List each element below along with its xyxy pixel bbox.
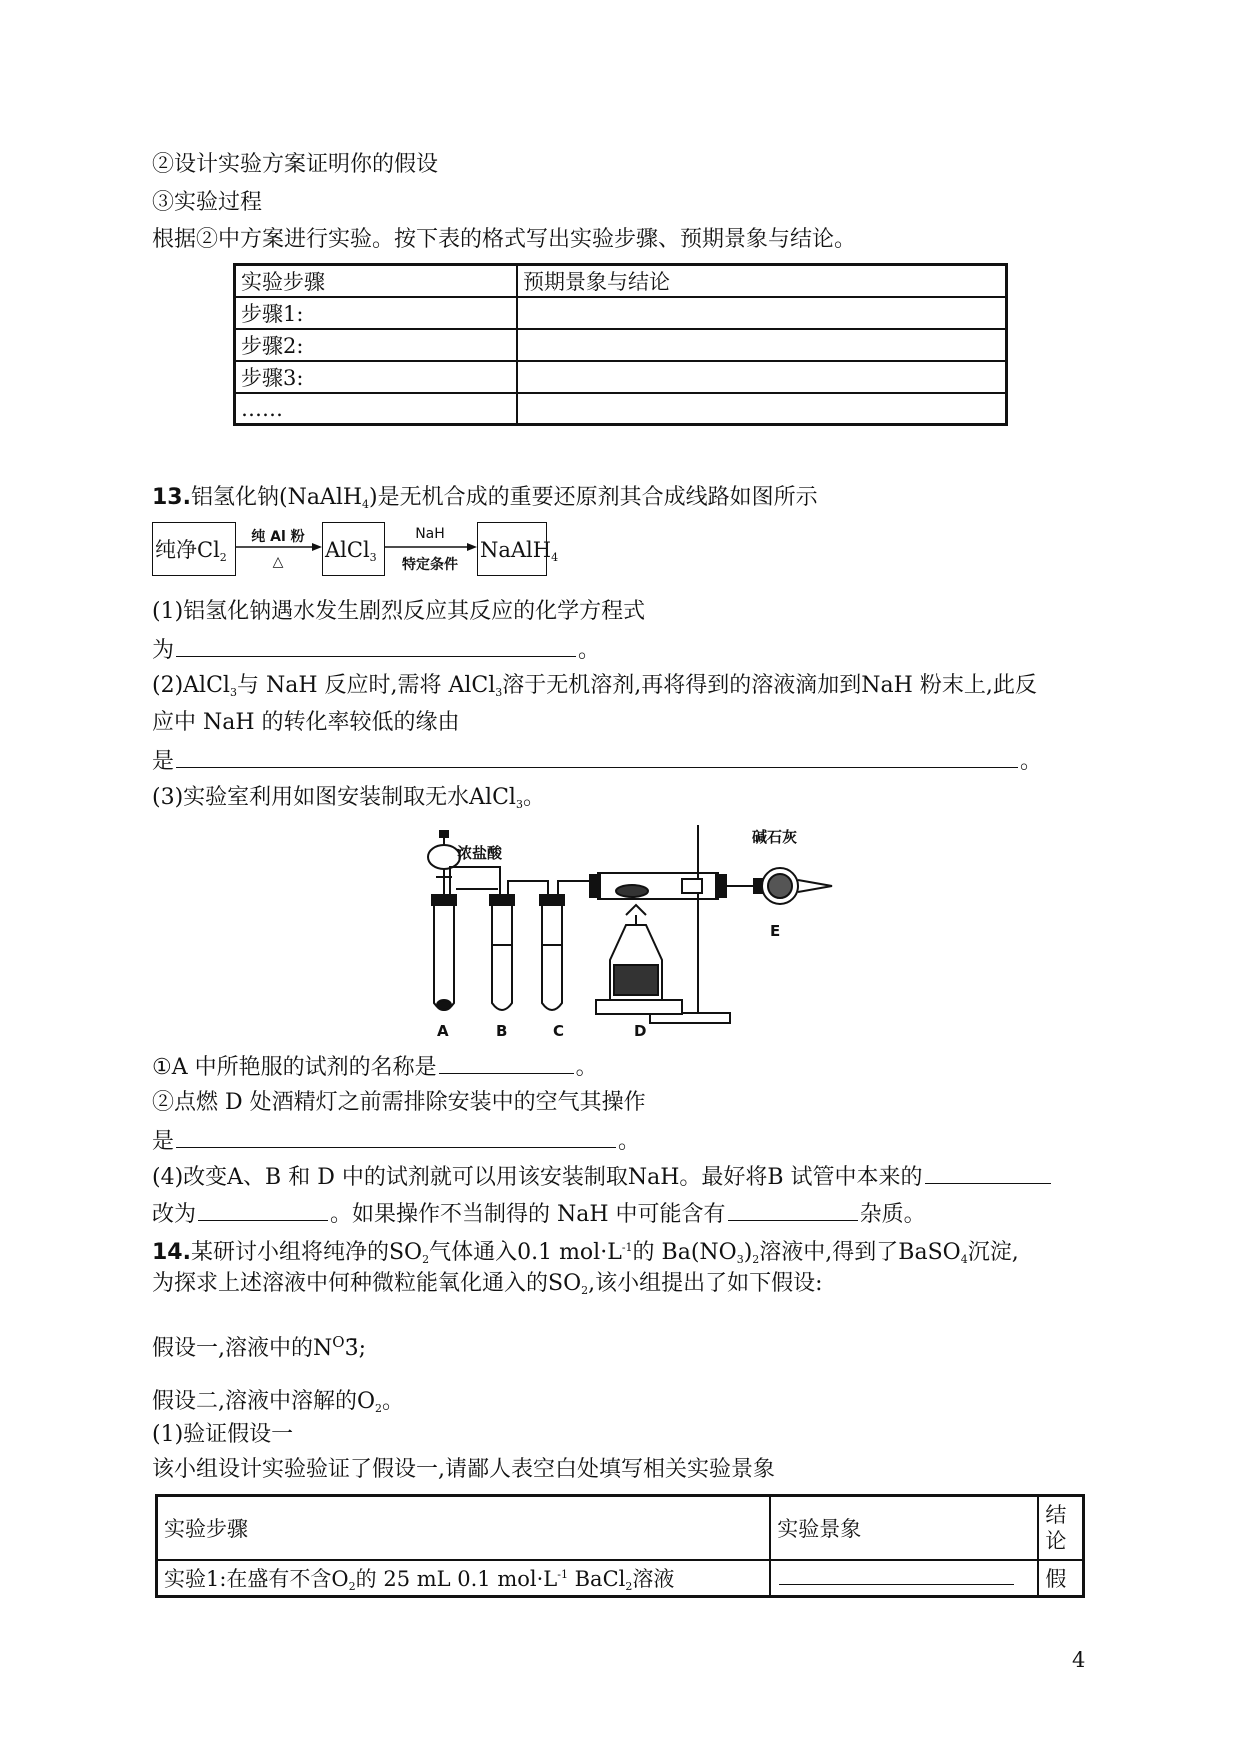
- text-line: (1)铝氢化钠遇水发生剧烈反应其反应的化学方程式: [152, 599, 646, 624]
- answer-blank[interactable]: [728, 1198, 858, 1221]
- text-line: 是 。: [152, 745, 1042, 777]
- table-cell: 实验1:在盛有不含$O_2$的 25 mL 0.1 $mol\cdot L^{-1}$ BaCl$_2$溶液: [157, 1560, 771, 1597]
- table-row: [235, 297, 1007, 329]
- text-line: 根据②中方案进行实验。按下表的格式写出实验步骤、预期景象与结论。: [152, 227, 857, 252]
- label-a: A: [437, 1022, 449, 1040]
- synthesis-route: [152, 522, 559, 578]
- route-arrow: [236, 542, 322, 552]
- answer-cell[interactable]: [517, 393, 1007, 425]
- table-header: 实验景象: [770, 1496, 1038, 1561]
- table-header: 预期景象与结论: [517, 265, 1007, 298]
- table-row: [157, 1496, 1084, 1561]
- table-row: [235, 265, 1007, 298]
- answer-cell[interactable]: [517, 329, 1007, 361]
- answer-blank[interactable]: [176, 745, 1018, 768]
- route-box: AlCl$_3$: [322, 522, 385, 576]
- text-line: 为 。: [152, 634, 600, 666]
- text-line: ①A 中所艳服的试剂的名称是 。: [152, 1051, 598, 1083]
- answer-blank[interactable]: [176, 634, 576, 657]
- label-b: B: [496, 1022, 508, 1040]
- hypothesis-table: [155, 1494, 1085, 1598]
- table-cell: 步骤1:: [235, 297, 518, 329]
- page-number: 4: [1072, 1648, 1086, 1672]
- steps-table: [233, 263, 1008, 426]
- question-13-title: 13.铝氢化钠(NaAlH$_4$)是无机合成的重要还原剂其合成线路如图所示: [152, 485, 818, 511]
- table-cell: ……: [235, 393, 518, 425]
- table-cell: 步骤2:: [235, 329, 518, 361]
- text-line: 改为 。如果操作不当制得的 NaH 中可能含有 杂质。: [152, 1198, 926, 1230]
- route-box: 纯净$Cl_2$: [152, 522, 236, 576]
- text-line: (2)AlCl$_3$与 NaH 反应时,需将 AlCl$_3$溶于无机溶剂,再将得到的溶液滴加到NaH 粉末上,此反: [152, 673, 1037, 699]
- table-row: [235, 329, 1007, 361]
- answer-cell[interactable]: [770, 1560, 1038, 1597]
- text-line: ③实验过程: [152, 190, 263, 215]
- label-soda-lime: 碱石灰: [752, 828, 798, 846]
- text-line: ②点燃 D 处酒精灯之前需排除安装中的空气其操作: [152, 1090, 646, 1115]
- table-row: [235, 393, 1007, 425]
- table-header: 实验步骤: [157, 1496, 771, 1561]
- answer-blank[interactable]: [779, 1566, 1014, 1585]
- table-cell: 步骤3:: [235, 361, 518, 393]
- table-cell: 假: [1038, 1560, 1083, 1597]
- label-concentrated-hcl: 浓盐酸: [457, 844, 503, 862]
- text-line: 假设一,溶液中的$N^O3̄$;: [152, 1333, 366, 1361]
- question-number: 14.: [152, 1240, 191, 1265]
- question-number: 13.: [152, 485, 191, 510]
- route-condition: 纯 Al 粉: [251, 529, 305, 545]
- table-header: 结论: [1038, 1496, 1083, 1561]
- answer-cell[interactable]: [517, 361, 1007, 393]
- route-box: NaAlH$_4$: [477, 522, 547, 576]
- route-arrow: [385, 542, 477, 552]
- answer-blank[interactable]: [198, 1198, 328, 1221]
- route-condition: △: [272, 554, 284, 570]
- text-line: (1)验证假设一: [152, 1422, 294, 1447]
- question-14-title: 14.某研讨小组将纯净的$SO_2$气体通入0.1 $mol\cdot L^{-1}$的 $Ba(NO_3)_2$溶液中,得到了BaSO$_4$沉淀,: [152, 1240, 1019, 1266]
- table-header: 实验步骤: [235, 265, 518, 298]
- text-line: 该小组设计实验验证了假设一,请鄙人表空白处填写相关实验景象: [152, 1457, 775, 1482]
- label-d: D: [634, 1022, 647, 1040]
- route-condition: NaH: [415, 526, 445, 542]
- text-line: (4)改变A、B 和 D 中的试剂就可以用该安装制取NaH。最好将B 试管中本来的: [152, 1161, 1053, 1193]
- text-line: (3)实验室利用如图安装制取无水AlCl$_3$。: [152, 785, 545, 811]
- label-e: E: [770, 922, 781, 940]
- table-row: [157, 1560, 1084, 1597]
- text-line: 是 。: [152, 1125, 640, 1157]
- text-line: 为探求上述溶液中何种微粒能氧化通入的$SO_2$,该小组提出了如下假设:: [152, 1271, 823, 1297]
- table-row: [235, 361, 1007, 393]
- route-condition: 特定条件: [402, 557, 458, 573]
- answer-blank[interactable]: [439, 1051, 574, 1074]
- text-line: 假设二,溶液中溶解的$O_2$。: [152, 1389, 405, 1415]
- text-line: ②设计实验方案证明你的假设: [152, 152, 439, 177]
- answer-blank[interactable]: [176, 1125, 616, 1148]
- label-c: C: [553, 1022, 565, 1040]
- text-line: 应中 NaH 的转化率较低的缘由: [152, 710, 460, 735]
- answer-blank[interactable]: [925, 1161, 1051, 1184]
- answer-cell[interactable]: [517, 297, 1007, 329]
